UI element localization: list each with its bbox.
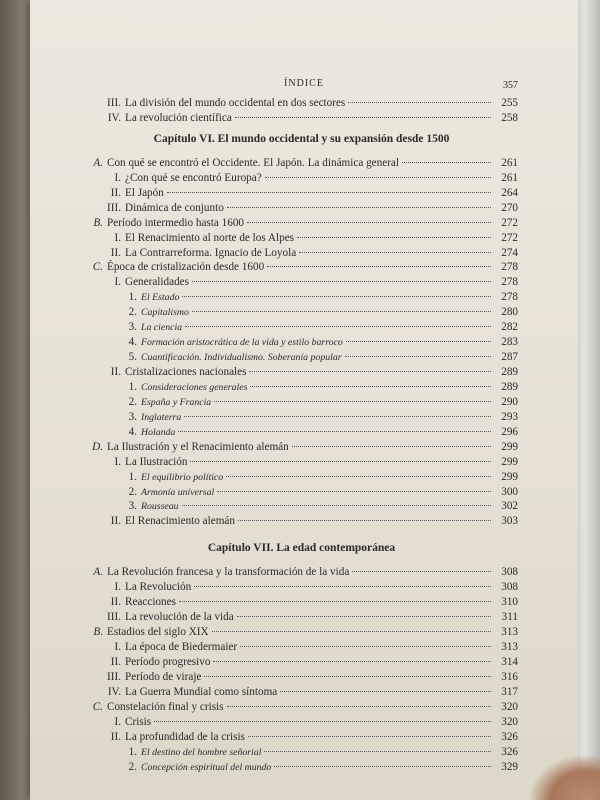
toc-entry-title: Armonía universal bbox=[141, 486, 215, 498]
toc-entry-page: 329 bbox=[501, 760, 518, 773]
toc-entry-title: La revolución científica bbox=[125, 111, 232, 124]
toc-entry-page: 302 bbox=[501, 500, 518, 513]
toc-entry-title: El destino del hombre señorial bbox=[141, 746, 262, 758]
toc-entry-page: 282 bbox=[501, 321, 518, 334]
toc-entry bbox=[85, 410, 518, 425]
page-title: ÍNDICE bbox=[284, 78, 324, 89]
toc-entry-title: La profundidad de la crisis bbox=[125, 730, 245, 743]
toc-entry-page: 287 bbox=[501, 351, 518, 364]
dot-leader bbox=[179, 601, 491, 602]
toc-entry-number: II. bbox=[110, 366, 121, 378]
toc-entry-number: IV. bbox=[107, 685, 121, 698]
toc-entry bbox=[85, 625, 518, 640]
toc-entry-number: III. bbox=[107, 670, 121, 683]
toc-entry-title: Generalidades bbox=[125, 276, 189, 289]
toc-entry-title: La ciencia bbox=[141, 322, 183, 334]
toc-entry-page: 290 bbox=[501, 395, 518, 408]
book-page bbox=[30, 0, 578, 800]
toc-entry-title: La Revolución bbox=[125, 581, 192, 594]
running-head bbox=[30, 74, 578, 94]
toc-entry-title: El Estado bbox=[141, 292, 180, 304]
toc-entry bbox=[85, 760, 518, 775]
toc-entry-number: II. bbox=[110, 246, 121, 259]
toc-entry-page: 255 bbox=[501, 97, 518, 109]
toc-entry bbox=[85, 580, 518, 595]
toc-entry-number: 3. bbox=[128, 410, 137, 423]
chapter-heading: Capítulo VI. El mundo occidental y su expansión desde 1500 bbox=[153, 132, 450, 145]
toc-entry-number: 3. bbox=[128, 500, 137, 513]
toc-entry-page: 310 bbox=[501, 596, 518, 609]
dot-leader bbox=[167, 192, 491, 193]
dot-leader bbox=[248, 736, 491, 737]
dot-leader bbox=[213, 661, 491, 662]
dot-leader bbox=[178, 431, 491, 432]
toc-entry-number: 4. bbox=[128, 336, 137, 349]
toc-entry bbox=[85, 730, 518, 745]
toc-entry-number: III. bbox=[107, 611, 121, 624]
toc-entry-number: II. bbox=[110, 515, 121, 528]
toc-entry-page: 313 bbox=[501, 626, 518, 639]
toc-entry bbox=[85, 275, 518, 290]
toc-entry bbox=[85, 685, 518, 700]
toc-entry-title: Crisis bbox=[125, 715, 152, 728]
dot-leader bbox=[238, 520, 491, 521]
toc-entry bbox=[85, 595, 518, 610]
toc-entry-number: II. bbox=[110, 730, 121, 743]
toc-entry-page: 280 bbox=[501, 306, 518, 319]
dot-leader bbox=[235, 117, 491, 118]
toc-entry-title: Reacciones bbox=[125, 596, 176, 609]
toc-entry bbox=[85, 305, 518, 320]
toc-entry-number: I. bbox=[114, 581, 121, 594]
toc-entry-title: Período de viraje bbox=[125, 670, 202, 683]
toc-entry-number: A. bbox=[93, 156, 103, 169]
toc-entry-page: 316 bbox=[501, 670, 518, 683]
toc-entry bbox=[85, 335, 518, 350]
toc-entry-title: Período progresivo bbox=[125, 655, 211, 668]
dot-leader bbox=[212, 631, 491, 632]
toc-entry-number: 5. bbox=[128, 351, 137, 364]
toc-entry-number: 2. bbox=[128, 306, 137, 319]
toc-entry-title: La revolución de la vida bbox=[125, 611, 234, 624]
toc-entry-number: 2. bbox=[128, 485, 137, 498]
toc-entry-page: 326 bbox=[501, 730, 518, 743]
toc-entry-title: La división del mundo occidental en dos sectores bbox=[125, 97, 346, 109]
toc-entry-number: 2. bbox=[128, 760, 137, 773]
toc-entry-title: El Japón bbox=[125, 186, 164, 199]
dot-leader bbox=[250, 386, 491, 387]
toc-entry-title: Holanda bbox=[141, 426, 176, 438]
toc-entry bbox=[85, 470, 518, 485]
toc-entry-page: 299 bbox=[501, 455, 518, 468]
toc-entry-number: 2. bbox=[128, 395, 137, 408]
dot-leader bbox=[190, 461, 491, 462]
toc-entry bbox=[85, 715, 518, 730]
toc-entry-title: Período intermedio hasta 1600 bbox=[107, 216, 245, 229]
toc-entry-page: 283 bbox=[501, 336, 518, 349]
toc-entry-number: III. bbox=[107, 201, 121, 214]
toc-entry bbox=[85, 365, 518, 380]
toc-entry-title: El Renacimiento alemán bbox=[125, 515, 235, 528]
toc-entry-number: II. bbox=[110, 596, 121, 609]
toc-entry-title: Constelación final y crisis bbox=[107, 700, 224, 713]
toc-entry-page: 314 bbox=[501, 655, 518, 668]
toc-entry-number: C. bbox=[92, 700, 103, 713]
toc-entry-number: II. bbox=[110, 655, 121, 668]
toc-entry-number: B. bbox=[93, 216, 103, 229]
toc-entry-number: I. bbox=[114, 455, 121, 468]
dot-leader bbox=[299, 252, 491, 253]
toc-entry bbox=[85, 440, 518, 455]
dot-leader bbox=[182, 505, 491, 506]
dot-leader bbox=[280, 691, 491, 692]
toc-entry bbox=[85, 231, 518, 246]
toc-entry-title: Cristalizaciones nacionales bbox=[125, 366, 247, 378]
dot-leader bbox=[226, 476, 491, 477]
toc-entry-page: 320 bbox=[501, 700, 518, 713]
toc-entry-page: 278 bbox=[501, 261, 518, 274]
toc-entry-title: Inglaterra bbox=[141, 411, 182, 423]
toc-entry-number: 1. bbox=[128, 745, 137, 758]
dot-leader bbox=[184, 416, 491, 417]
toc-entry bbox=[85, 670, 518, 685]
dot-leader bbox=[264, 751, 491, 752]
toc-entry-number: 3. bbox=[128, 321, 137, 334]
toc-entry-page: 289 bbox=[501, 366, 518, 378]
toc-entry-title: Capitalismo bbox=[141, 307, 189, 319]
toc-entry-page: 289 bbox=[501, 380, 518, 393]
toc-entry-number: I. bbox=[114, 231, 121, 244]
dot-leader bbox=[237, 616, 491, 617]
toc-entry-number: I. bbox=[114, 276, 121, 289]
toc-entry-page: 308 bbox=[501, 566, 518, 579]
toc-entry bbox=[85, 565, 518, 580]
dot-leader bbox=[204, 676, 491, 677]
toc-entry bbox=[85, 246, 518, 261]
toc-entry-number: 1. bbox=[128, 291, 137, 304]
toc-entry bbox=[85, 96, 518, 111]
toc-entry bbox=[85, 156, 518, 171]
toc-entry bbox=[85, 111, 518, 126]
toc-entry-title: Con qué se encontró el Occidente. El Japón. La dinámica general bbox=[107, 156, 400, 169]
toc-entry bbox=[85, 455, 518, 470]
toc-entry bbox=[85, 201, 518, 216]
toc-entry bbox=[85, 640, 518, 655]
dot-leader bbox=[267, 266, 491, 267]
dot-leader bbox=[194, 586, 491, 587]
dot-leader bbox=[217, 491, 491, 492]
toc-entry bbox=[85, 655, 518, 670]
toc-entry bbox=[85, 171, 518, 186]
toc-entry-title: Concepción espiritual del mundo bbox=[141, 761, 272, 773]
dot-leader bbox=[249, 371, 491, 372]
toc-entry-page: 303 bbox=[501, 515, 518, 528]
dot-leader bbox=[227, 706, 491, 707]
dot-leader bbox=[345, 356, 491, 357]
dot-leader bbox=[265, 177, 491, 178]
dot-leader bbox=[214, 401, 491, 402]
toc-entry bbox=[85, 186, 518, 201]
toc-entry-title: Estadios del siglo XIX bbox=[107, 626, 209, 639]
dot-leader bbox=[292, 446, 491, 447]
toc-entry-title: España y Francia bbox=[141, 396, 212, 408]
toc-entry bbox=[85, 380, 518, 395]
toc-entry-page: 299 bbox=[501, 470, 518, 483]
toc-entry-page: 272 bbox=[501, 231, 518, 244]
toc-entry-page: 264 bbox=[501, 186, 518, 199]
toc-entry-page: 320 bbox=[501, 715, 518, 728]
toc-entry-page: 326 bbox=[501, 745, 518, 758]
toc-entry-page: 311 bbox=[501, 611, 518, 624]
page-number: 357 bbox=[503, 80, 518, 91]
toc-entry-title: Dinámica de conjunto bbox=[125, 201, 224, 214]
toc-entry-page: 300 bbox=[501, 485, 518, 498]
toc-entry bbox=[85, 290, 518, 305]
toc-entry bbox=[85, 395, 518, 410]
toc-entry-title: La Ilustración bbox=[125, 455, 188, 468]
chapter-heading: Capítulo VII. La edad contemporánea bbox=[207, 542, 396, 555]
dot-leader bbox=[348, 102, 491, 103]
dot-leader bbox=[274, 766, 491, 767]
toc-entry-number: II. bbox=[110, 186, 121, 199]
toc-entry-page: 313 bbox=[501, 641, 518, 653]
toc-entry bbox=[85, 514, 518, 529]
dot-leader bbox=[192, 281, 491, 282]
toc-entry-number: I. bbox=[114, 171, 121, 184]
toc-entry-page: 278 bbox=[501, 276, 518, 289]
toc-entry-title: Rousseau bbox=[141, 501, 179, 513]
finger-in-frame bbox=[530, 755, 600, 800]
toc-entry-page: 293 bbox=[501, 410, 518, 423]
toc-entry-page: 299 bbox=[501, 440, 518, 453]
toc-entry-page: 308 bbox=[501, 581, 518, 594]
dot-leader bbox=[227, 207, 491, 208]
toc-entry bbox=[85, 216, 518, 231]
toc-entry-title: El equilibrio político bbox=[141, 471, 224, 483]
toc-entry bbox=[85, 610, 518, 625]
toc-entry-number: IV. bbox=[107, 111, 121, 124]
toc-entry-title: Consideraciones generales bbox=[141, 381, 248, 393]
dot-leader bbox=[154, 721, 491, 722]
toc-entry bbox=[85, 700, 518, 715]
toc-entry-title: La Revolución francesa y la transformación de la vida bbox=[107, 566, 350, 579]
toc-entry-number: 1. bbox=[128, 470, 137, 483]
toc-entry-number: C. bbox=[92, 261, 103, 274]
toc-entry-number: I. bbox=[114, 641, 121, 653]
toc-entry-page: 296 bbox=[501, 425, 518, 438]
toc-entry-title: El Renacimiento al norte de los Alpes bbox=[125, 231, 295, 244]
toc-entry-page: 261 bbox=[501, 156, 518, 169]
toc-entry bbox=[85, 260, 518, 275]
toc-entry-number: I. bbox=[114, 715, 121, 728]
toc-entry bbox=[85, 745, 518, 760]
toc-entry-page: 317 bbox=[501, 685, 518, 698]
toc-entry-title: Cuantificación. Individualismo. Soberanía popular bbox=[141, 352, 342, 364]
toc-entry bbox=[85, 485, 518, 500]
table-of-contents bbox=[85, 96, 518, 774]
toc-entry-number: B. bbox=[93, 626, 103, 639]
toc-entry-title: La Ilustración y el Renacimiento alemán bbox=[107, 440, 289, 453]
dot-leader bbox=[346, 341, 491, 342]
toc-entry bbox=[85, 320, 518, 335]
dot-leader bbox=[402, 162, 491, 163]
toc-entry-page: 278 bbox=[501, 291, 518, 304]
dot-leader bbox=[352, 571, 491, 572]
toc-entry-title: La Guerra Mundial como síntoma bbox=[125, 685, 278, 698]
dot-leader bbox=[240, 646, 491, 647]
toc-entry bbox=[85, 425, 518, 440]
dot-leader bbox=[185, 326, 491, 327]
toc-entry-page: 272 bbox=[501, 216, 518, 229]
dot-leader bbox=[192, 311, 491, 312]
toc-entry-page: 274 bbox=[501, 246, 518, 259]
dot-leader bbox=[247, 222, 491, 223]
toc-entry-number: III. bbox=[107, 97, 121, 109]
toc-entry-number: A. bbox=[93, 566, 103, 579]
toc-entry-number: D. bbox=[92, 440, 103, 453]
toc-entry-page: 258 bbox=[501, 111, 518, 124]
toc-entry-title: ¿Con qué se encontró Europa? bbox=[125, 171, 262, 184]
dot-leader bbox=[297, 237, 491, 238]
toc-entry bbox=[85, 350, 518, 365]
toc-entry-number: 4. bbox=[128, 425, 137, 438]
toc-entry-page: 261 bbox=[501, 171, 518, 184]
dot-leader bbox=[182, 296, 491, 297]
toc-entry bbox=[85, 499, 518, 514]
toc-entry-title: La época de Biedermaier bbox=[125, 641, 238, 653]
toc-entry-title: Época de cristalización desde 1600 bbox=[107, 261, 265, 274]
toc-entry-title: Formación aristocrática de la vida y estilo barroco bbox=[141, 337, 343, 349]
toc-entry-title: La Contrarreforma. Ignacio de Loyola bbox=[125, 246, 297, 259]
toc-entry-page: 270 bbox=[501, 201, 518, 214]
toc-entry-number: 1. bbox=[128, 380, 137, 393]
